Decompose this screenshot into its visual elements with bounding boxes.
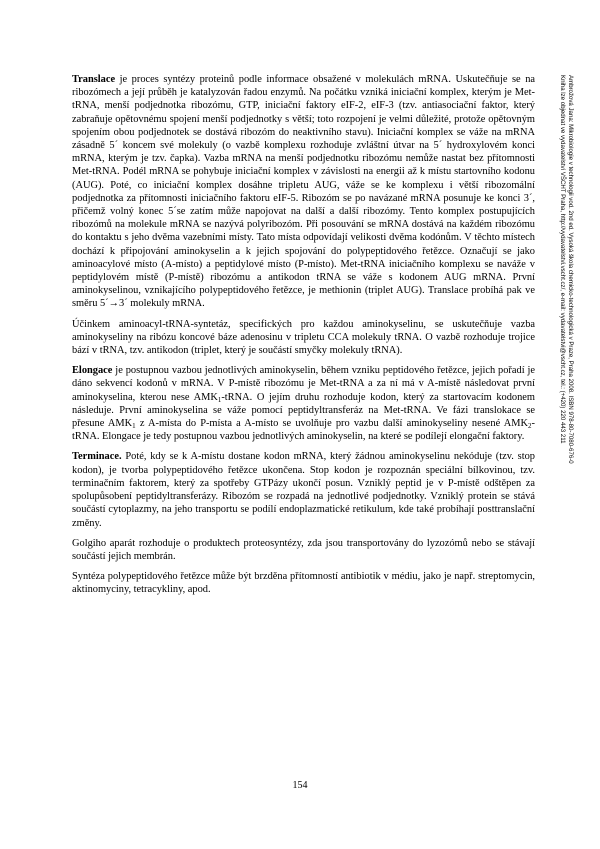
term-translace: Translace (72, 74, 116, 85)
paragraph-golgiho (72, 537, 535, 563)
page-body (72, 73, 535, 604)
elongace-text-b: -tRNA. O jejím druhu rozhoduje kodon, který za startovacím kodonem následuje. První aminokyselina se váže pomocí peptidyltransferáz na Met-tRNA. Ve fázi translokace se přesune AMK (72, 391, 535, 430)
synteza-text: Syntéza polypeptidového řetězce může být brzděna přítomností antibiotik v médiu, jako je např. streptomycin, aktinomyciny, tetracykliny, apod. (72, 571, 535, 596)
paragraph-synteza (72, 570, 535, 596)
side-citation-line-2: Kniha lze objednat ve vydavatelství VŠCHT Praha, http://vydavatelstvi.vscht.cz/, e-mail: vydavatelstvi@vscht.cz, tel.: (+420) 220 443 211 (558, 75, 566, 444)
term-terminace: Terminace. (72, 451, 122, 463)
paragraph-elongace (72, 364, 535, 443)
side-citation-line-1: Ambrožová Jana: Mikrobiologie v technologii vod. 2nd ed. Vysoká škola chemicko-technologická v Praze, Praha 2008. ISBN 978-80-7080-676-0 (567, 75, 574, 464)
subscript-1: 1 (217, 395, 222, 404)
side-citation (558, 75, 574, 464)
subscript-2: 1 (132, 422, 136, 431)
paragraph-terminace (72, 450, 535, 529)
golgiho-text: Golgiho aparát rozhoduje o produktech proteosyntézy, zda jsou transportovány do lyzozómů nebo se stávají součástí jejich membrán. (72, 537, 535, 562)
paragraph-ucinkem (72, 318, 535, 358)
terminace-text: Poté, kdy se k A-místu dostane kodon mRNA, který žádnou aminokyselinu nekóduje (tzv. stop kodon), je tvorba polypeptidového řetězce ukončena. Stop kodon je rozpoznán speciální bílkovinou, tzv. terminačním faktorem, který za spotřeby GTPázy ukončí posun. Vzniklý peptid je v P-místě odštěpen za spolupůsobení peptidyltransferázy. Ribozóm se rozpadá na jednotlivé podjednotky. Vzniklý protein se stává součástí cytoplazmy, na jeho transportu se podílí endoplazmatické retikulum, kde také probíhají posttranslační změny. (72, 451, 535, 529)
term-elongace: Elongace (72, 365, 113, 377)
page-number: 154 (292, 780, 308, 791)
elongace-text-d: -tRNA. Elongace je tedy postupnou vazbou jednotlivých aminokyselin, na které se podílejí elongační faktory. (72, 418, 536, 443)
elongace-text-a: je postupnou vazbou jednotlivých aminokyselin, během vzniku peptidového řetězce, jejich pořadí je dáno sekvencí kodonů v mRNA. V P-místě ribozómu je Met-tRNA a za ní má v A-místě následovat první aminokyselina, kterou nese AMK (72, 365, 535, 403)
paragraph-translace (72, 73, 535, 311)
elongace-text-c: z A-místa do P-místa a A-místo se uvolňuje pro vazbu další aminokyseliny nesené AMK (135, 418, 529, 430)
ucinkem-text: Účinkem aminoacyl-tRNA-syntetáz, specifických pro každou aminokyselinu, se uskutečňuje vazba aminokyseliny na ribózu koncové báze adenosinu v tripletu CCA molekuly tRNA. O vazbě rozhoduje trojice bází v tRNA, tzv. antikodon (triplet, který je součástí smyčky molekuly tRNA). (72, 318, 535, 357)
translace-text: je proces syntézy proteinů podle informace obsažené v molekulách mRNA. Uskutečňuje se na ribozómech a její průběh je katalyzován řadou enzymů. Na počátku vzniká iniciační komplex, kterým je Met-tRNA, menší podjednotka ribozómu, GTP, iniciační faktory eIF-2, eIF-3 (tzv. antiasociační faktor, který zabraňuje opětovnému spojení menší podjednotky s větší; toto rozpojení je velmi důležité, protože opětovným spojením obou podjednotek se dostává ribozóm do neaktivního stavu). Iniciační komplex se váže na mRNA zásadně 5´ koncem své molekuly (o vazbě komplexu rozhoduje zvláštní útvar na 5´ hydroxylovém konci mRNA, kterým je tzv. čapka). Vazba mRNA na menší podjednotku ribozómu nemůže nastat bez přítomnosti Met-tRNA. Podél mRNA se pohybuje iniciační komplex v závislosti na energii až k místu startovního kodonu (AUG). Poté, co iniciační komplex dosáhne tripletu AUG, váže se ke komplexu i větší ribozomální podjednotka za přítomnosti iniciačního faktoru eIF-5. Ribozóm se po navázané mRNA posunuje ke konci 3´, přičemž volný konec 5´se zatím může napojovat na další a další ribozómy. Tento komplex postupujících ribozómů na molekule mRNA se nazývá polyribozóm. Při posouvání se mRNA dostává na každém ribozómu do kontaktu s jeho dvěma vazebními místy. Tato místa odpovídají velikosti dvěma kodónům. V těchto místech dochází k připojování aminokyselin a k jejich spojování do polypeptidového řetězce. Označují se jako aminoacylové místo (A-místo) a peptidylové místo (P-místo). Met-tRNA iniciačního komplexu se naváže v peptidylovém místě (P-místě) ribozómu a antikodon tRNA se váže s kodonem AUG mRNA. První aminokyselinou, vznikajícího polypeptidového řetězce, je methionin (triplet AUG). Translace probíhá pak ve směru 5´→3´ molekuly mRNA. (72, 74, 535, 310)
subscript-3: 2 (528, 422, 532, 431)
